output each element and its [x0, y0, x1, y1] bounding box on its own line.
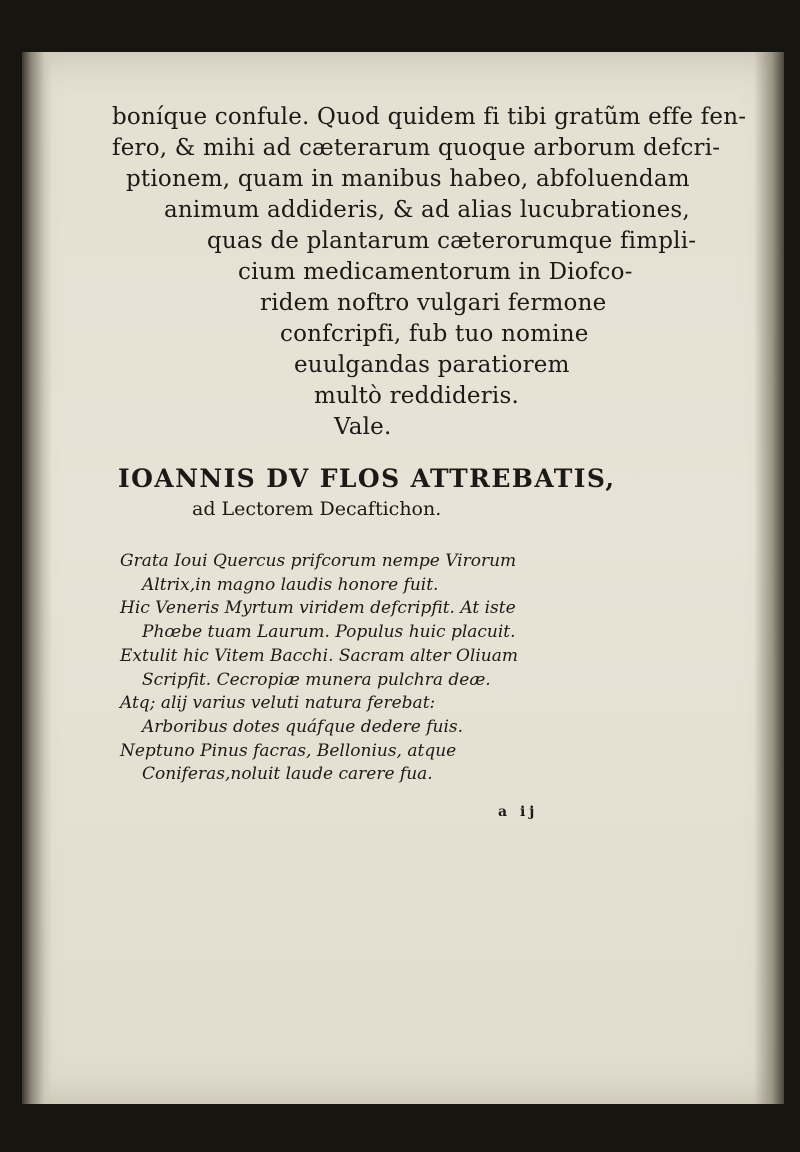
decastich-poem [120, 550, 640, 787]
poem-line: Arboribus dotes quáfque dedere fuis. [142, 716, 464, 737]
page-spine-shadow [22, 52, 52, 1104]
dedication-line: boníque confule. Quod quidem fi tibi gratũm effe fen- [112, 104, 747, 130]
dedication-line: ridem noftro vulgari fermone [260, 290, 607, 316]
poem-line: Neptuno Pinus facras, Bellonius, atque [120, 740, 457, 761]
dedication-line: confcripfi, fub tuo nomine [280, 321, 589, 347]
dedication-line: fero, & mihi ad cæterarum quoque arborum defcri- [112, 135, 721, 161]
dedication-text [112, 102, 747, 443]
poem-line: Extulit hic Vitem Bacchi. Sacram alter Oliuam [120, 645, 518, 666]
poem-line: Phœbe tuam Laurum. Populus huic placuit. [142, 622, 516, 643]
dedication-line: quas de plantarum cæterorumque fimpli- [207, 228, 697, 254]
poem-line: Hic Veneris Myrtum viridem defcripfit. At iste [120, 598, 516, 619]
closing-vale: Vale. [334, 414, 392, 440]
book-page [22, 52, 784, 1104]
dedication-line: multò reddideris. [314, 383, 519, 409]
dedication-line: ptionem, quam in manibus habeo, abfoluendam [126, 166, 690, 192]
poem-subheading: ad Lectorem Decaftichon. [192, 498, 442, 520]
poem-line: Scripfit. Cecropiæ munera pulchra deæ. [142, 669, 491, 690]
poem-line: Atq; alij varius veluti natura ferebat: [120, 693, 436, 714]
signature-mark: a ij [498, 804, 539, 820]
poem-line: Coniferas,noluit laude carere fua. [142, 764, 433, 785]
dedication-line: cium medicamentorum in Diofco- [238, 259, 633, 285]
dedication-line: euulgandas paratiorem [294, 352, 570, 378]
poem-line: Grata Ioui Quercus prifcorum nempe Virorum [120, 551, 517, 571]
page-edge-shadow [754, 52, 784, 1104]
poem-line: Altrix,in magno laudis honore fuit. [142, 574, 439, 595]
dedication-line: animum addideris, & ad alias lucubrationes, [164, 197, 690, 223]
poem-heading: IOANNIS DV FLOS ATTREBATIS, [118, 464, 616, 493]
